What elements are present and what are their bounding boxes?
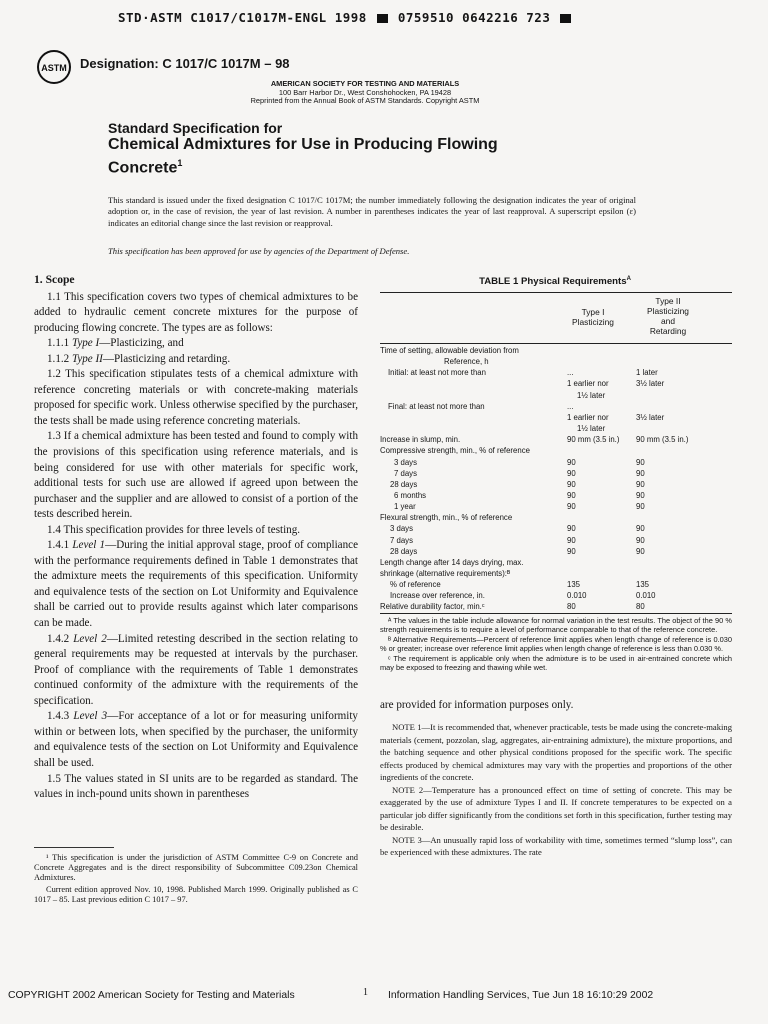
header-code-right: 0759510 0642216 723 bbox=[397, 10, 551, 25]
paragraph-1-4: 1.4 This specification provides for three levels of testing. bbox=[47, 523, 301, 536]
table-cell-type-1: ... bbox=[567, 401, 574, 411]
table-cell-type-1: 135 bbox=[567, 580, 581, 590]
note-1: NOTE 1—It is recommended that, whenever practicable, tests be made using the concrete-making materials (cement, pozzolan, slag, aggregates, air-entraining admixture), the mixture proportions, and the batching sequence and other physical conditions proposed for the specific work. The specific effects produced by chemical admixtures may vary with the properties and proportions of the other ingredients of the concrete. bbox=[380, 722, 732, 782]
table-row-label: 1 year bbox=[394, 502, 416, 512]
table-top-rule bbox=[380, 292, 732, 293]
table-cell-type-1: 90 bbox=[567, 468, 576, 478]
table-cell-type-1: 90 bbox=[567, 546, 576, 556]
table-cell-type-1: 1½ later bbox=[577, 390, 606, 400]
table-row-label: 3 days bbox=[390, 524, 413, 534]
paragraph-1-4-2: 1.4.2 Level 2—Limited retesting described in the section relating to general requirements may be requested at intervals by the purchaser. Proof of compliance with the requirements of Table 1 demonstrates continued conformity of the admixture with the requirements of the specification. bbox=[34, 632, 358, 707]
footnote-1: ¹ This specification is under the jurisdiction of ASTM Committee C-9 on Concrete and Concrete Aggregates and is the direct responsibility of Subcommittee C09.23on Chemical Admixtures. bbox=[34, 853, 358, 883]
table-cell-type-2: 135 bbox=[636, 580, 650, 590]
table-cell-type-2: 3½ later bbox=[636, 379, 665, 389]
footnote-divider bbox=[34, 847, 114, 848]
table-cell-type-2: 3½ later bbox=[636, 412, 665, 422]
table-note-b: ᴮ Alternative Requirements—Percent of reference limit applies when length change of reference is 0.030 % or greater; increase over reference limit applies when length change of reference is less than 0.030 %. bbox=[380, 634, 732, 653]
footnotes bbox=[34, 853, 358, 906]
table-row-label: Increase over reference, in. bbox=[390, 591, 485, 601]
footer-service: Information Handling Services, Tue Jun 18 16:10:29 2002 bbox=[388, 990, 654, 1001]
table-cell-type-2: 80 bbox=[636, 602, 645, 612]
table-cell-type-1: 0.010 bbox=[567, 591, 587, 601]
table-cell-type-2: 0.010 bbox=[636, 591, 656, 601]
header-code-left: STD·ASTM C1017/C1017M-ENGL 1998 bbox=[118, 10, 367, 25]
society-block bbox=[200, 80, 530, 106]
table-row-label: Flexural strength, min., % of reference bbox=[380, 513, 513, 523]
paragraph-1-4-1: 1.4.1 Level 1—During the initial approval stage, proof of compliance with the performance requirements defined in Table 1 demonstrates that the admixture meets the requirements of this specification. Uniformity and equivalence tests of the section on Lot Uniformity and Equivalence shall be carried out to provide results against which later comparisons can be made. bbox=[34, 539, 358, 630]
table-note-c: ᶜ The requirement is applicable only when the admixture is to be used in air-entrained concrete which may be exposed to freezing and thawing while wet. bbox=[380, 653, 732, 672]
table-cell-type-1: 90 bbox=[567, 502, 576, 512]
table-row-label: Relative durability factor, min.ᶜ bbox=[380, 602, 485, 612]
table-cell-type-1: 90 mm (3.5 in.) bbox=[567, 435, 620, 445]
table-cell-type-1: 90 bbox=[567, 490, 576, 500]
paragraph-1-2: 1.2 This specification stipulates tests of a chemical admixture with reference concreting materials or with concrete-making materials proposed for specific work. Unless otherwise specified by the purchaser, the tests shall be made using reference concreting materials. bbox=[34, 368, 358, 427]
table-row-label: Reference, h bbox=[444, 357, 489, 367]
header-block-mark bbox=[377, 14, 388, 23]
document-header-code bbox=[118, 10, 658, 25]
page-number: 1 bbox=[363, 987, 368, 998]
table-row-label: % of reference bbox=[390, 580, 441, 590]
table-row-label: 28 days bbox=[390, 479, 418, 489]
document-title bbox=[108, 120, 498, 177]
table-cell-type-2: 90 bbox=[636, 468, 645, 478]
paragraph-1-5-continued: are provided for information purposes only. bbox=[380, 699, 574, 711]
approved-note: This specification has been approved for use by agencies of the Department of Defense. bbox=[108, 246, 410, 256]
paragraph-1-1-1: 1.1.1 Type I—Plasticizing, and bbox=[47, 337, 184, 350]
paragraph-1-3: 1.3 If a chemical admixture has been tested and found to comply with the provisions of this specification using reference materials, and is being considered for use with other materials for specific work, additional tests for such use are allowed if agreed upon between the purchaser and the supplier and are allowed to consist of a portion of the tests described herein. bbox=[34, 430, 358, 521]
footer-copyright: COPYRIGHT 2002 American Society for Testing and Materials bbox=[8, 990, 295, 1001]
table-cell-type-2: 90 mm (3.5 in.) bbox=[636, 435, 689, 445]
table-cell-type-2: 90 bbox=[636, 524, 645, 534]
table-header-type-2: Type II Plasticizing and Retarding bbox=[647, 296, 689, 336]
title-line-2: Chemical Admixtures for Use in Producing Flowing bbox=[108, 136, 498, 153]
title-line-3: Concrete$^1$ bbox=[108, 158, 183, 177]
table-row-label: shrinkage (alternative requirements):ᴮ bbox=[380, 569, 511, 578]
table-cell-type-2: 1 later bbox=[636, 368, 658, 378]
astm-logo-icon bbox=[37, 50, 71, 84]
table-cell-type-1: 90 bbox=[567, 524, 576, 534]
table-cell-type-1: 80 bbox=[567, 602, 576, 612]
table-row-label: 7 days bbox=[394, 468, 417, 478]
footnote-2: Current edition approved Nov. 10, 1998. Published March 1999. Originally published as C 1017 – 85. Last previous edition C 1017 – 97. bbox=[34, 884, 358, 904]
society-name: AMERICAN SOCIETY FOR TESTING AND MATERIALS bbox=[270, 79, 460, 88]
header-block-mark bbox=[560, 14, 571, 23]
paragraph-1-1: 1.1 This specification covers two types of chemical admixtures to be added to hydraulic cement concrete mixtures for the purpose of producing flowing concrete. The types are as follows: bbox=[34, 290, 358, 334]
table-cell-type-1: 1½ later bbox=[577, 424, 606, 434]
society-reprint: Reprinted from the Annual Book of ASTM Standards. Copyright ASTM bbox=[250, 96, 480, 106]
table-row-label: 7 days bbox=[390, 535, 413, 545]
table-cell-type-1: 90 bbox=[567, 479, 576, 489]
table-cell-type-2: 90 bbox=[636, 479, 645, 489]
left-column bbox=[34, 272, 358, 803]
note-2: NOTE 2—Temperature has a pronounced effect on time of setting of concrete. This may be exaggerated by the use of admixture Types I and II. If concrete temperatures to be expected on a particular job differ significantly from the conditions set forth in this specification, further testing may be desirable. bbox=[380, 784, 732, 832]
table-row-label: Compressive strength, min., % of reference bbox=[380, 446, 530, 456]
table-cell-type-2: 90 bbox=[636, 457, 645, 467]
table-cell-type-1: 1 earlier nor bbox=[567, 412, 609, 422]
table-cell-type-2: 90 bbox=[636, 535, 645, 545]
table-row-label: Increase in slump, min. bbox=[380, 435, 461, 445]
table-row-label: 6 months bbox=[394, 490, 427, 500]
right-column bbox=[380, 698, 732, 859]
issued-note: This standard is issued under the fixed designation C 1017/C 1017M; the number immediately following the designation indicates the year of original adoption or, in the case of revision, the year of last revision. A number in parentheses indicates the year of last reapproval. A superscript epsilon (ε) indicates an editorial change since the last revision or reapproval. bbox=[108, 195, 636, 228]
table-cell-type-2: 90 bbox=[636, 546, 645, 556]
note-3: NOTE 3—An unusually rapid loss of workability with time, sometimes termed “slump loss”, can be experienced with these admixtures. The rate bbox=[380, 834, 732, 857]
table-row-label: Final: at least not more than bbox=[388, 401, 485, 411]
table-cell-type-1: 90 bbox=[567, 457, 576, 467]
table-cell-type-1: ... bbox=[567, 368, 574, 378]
designation: Designation: C 1017/C 1017M – 98 bbox=[80, 56, 290, 71]
table-cell-type-2: 90 bbox=[636, 490, 645, 500]
society-address: 100 Barr Harbor Dr., West Conshohocken, PA 19428 bbox=[278, 87, 452, 97]
table-header-type-1: Type I Plasticizing bbox=[572, 307, 614, 327]
table-cell-type-2: 90 bbox=[636, 502, 645, 512]
table-row-label: 3 days bbox=[394, 457, 417, 467]
table-notes bbox=[380, 617, 732, 673]
table-row-label: Initial: at least not more than bbox=[388, 368, 486, 378]
title-line-1: Standard Specification for bbox=[108, 120, 283, 136]
section-heading: 1. Scope bbox=[34, 273, 75, 286]
logo-text: ASTM bbox=[41, 63, 67, 73]
table-row-label: Length change after 14 days drying, max. bbox=[380, 557, 524, 567]
table-title: TABLE 1 Physical Requirements$^A$ bbox=[479, 276, 631, 288]
table-bottom-rule bbox=[380, 613, 732, 614]
table-cell-type-1: 1 earlier nor bbox=[567, 379, 609, 389]
table-row-label: Time of setting, allowable deviation from bbox=[380, 346, 519, 355]
table-note-a: ᴬ The values in the table include allowance for normal variation in the test results. The object of the 90 % strength requirements is to require a level of performance comparable to that of the reference concrete. bbox=[380, 616, 732, 634]
paragraph-1-4-3: 1.4.3 Level 3—For acceptance of a lot or for measuring uniformity within or between lots, when specified by the purchaser, the uniformity and equivalence tests of the section on Lot Uniformity and Equivalence shall be used. bbox=[34, 710, 358, 769]
table-row-label: 28 days bbox=[390, 546, 418, 556]
paragraph-1-5: 1.5 The values stated in SI units are to be regarded as standard. The values in inch-pound units shown in parentheses bbox=[34, 772, 358, 801]
table-header-rule bbox=[380, 343, 732, 344]
paragraph-1-1-2: 1.1.2 Type II—Plasticizing and retarding. bbox=[47, 352, 231, 365]
table-cell-type-1: 90 bbox=[567, 535, 576, 545]
